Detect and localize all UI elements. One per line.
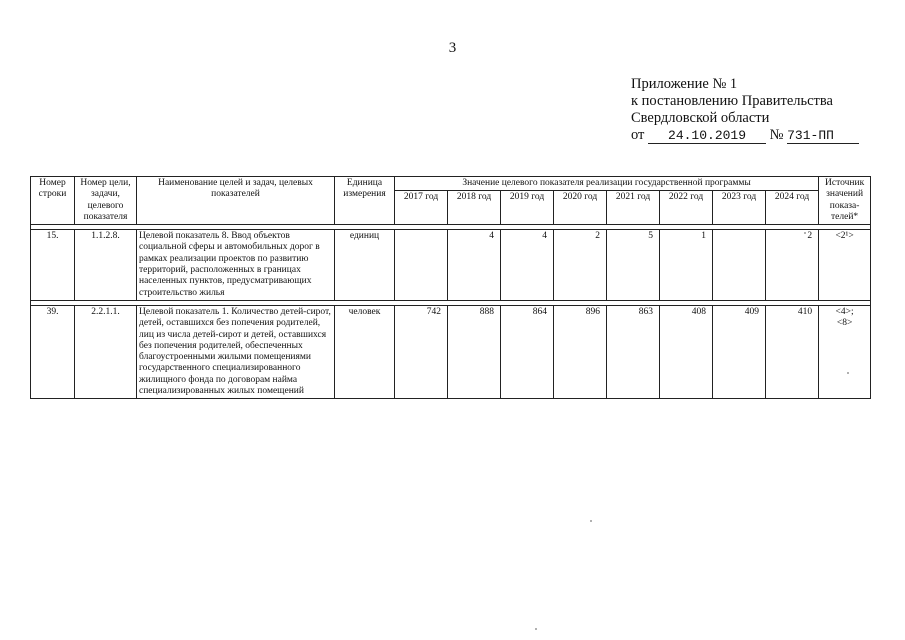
scan-speck (590, 520, 592, 522)
appendix-region: Свердловской области (631, 110, 770, 126)
cell-goal-number: 2.2.1.1. (75, 305, 137, 398)
from-label: от (631, 127, 645, 143)
header-year: 2023 год (713, 191, 766, 225)
cell-value: 742 (395, 305, 448, 398)
appendix-title: Приложение № 1 (631, 76, 738, 92)
cell-value: 863 (607, 305, 660, 398)
table-row (31, 305, 871, 398)
cell-name: Целевой показатель 1. Количество детей-сирот, детей, оставшихся без попечения родителей, лиц из числа детей-сирот и детей, оставшихся без попечения родителей, обеспеченных благоустроенными жилыми помещениями государственного специализированного жилищного фонда по договорам найма специализированных жилых помещений (137, 305, 335, 398)
cell-value: 896 (554, 305, 607, 398)
resolution-number: 731-ПП (787, 129, 859, 144)
header-year: 2020 год (554, 191, 607, 225)
appendix-resolution: к постановлению Правительства (631, 93, 833, 109)
cell-value: 408 (660, 305, 713, 398)
header-year: 2024 год (766, 191, 819, 225)
header-row-number: Номер строки (31, 177, 75, 225)
cell-goal-number: 1.1.2.8. (75, 230, 137, 301)
header-year: 2018 год (448, 191, 501, 225)
cell-value: 1 (660, 230, 713, 301)
cell-value: 5 (607, 230, 660, 301)
header-year: 2017 год (395, 191, 448, 225)
resolution-date: 24.10.2019 (648, 129, 766, 144)
indicators-table (30, 176, 871, 399)
appendix-block (631, 76, 859, 144)
cell-name: Целевой показатель 8. Ввод объектов социальной сферы и автомобильных дорог в рамках реализации проектов по развитию территорий, расположенных в границах населенных пунктов, предусматривающих строительство жилья (137, 230, 335, 301)
number-label: № (769, 127, 784, 143)
scan-speck (804, 232, 806, 234)
header-unit: Единица измерения (335, 177, 395, 225)
cell-value: 2 (554, 230, 607, 301)
header-name: Наименование целей и задач, целевых показателей (137, 177, 335, 225)
cell-row-number: 15. (31, 230, 75, 301)
cell-source: <4>; <8> (819, 305, 871, 398)
cell-value: 2 (766, 230, 819, 301)
table-header-row (31, 177, 871, 191)
cell-source: <2¹> (819, 230, 871, 301)
cell-value: 864 (501, 305, 554, 398)
appendix-date-line (631, 127, 859, 144)
header-values-group: Значение целевого показателя реализации государственной программы (395, 177, 819, 191)
page-number: 3 (448, 40, 457, 56)
cell-value (713, 230, 766, 301)
scan-speck (847, 372, 849, 374)
header-year: 2022 год (660, 191, 713, 225)
cell-unit: человек (335, 305, 395, 398)
cell-unit: единиц (335, 230, 395, 301)
header-goal-number: Номер цели, задачи, целевого показателя (75, 177, 137, 225)
cell-value: 4 (448, 230, 501, 301)
header-source: Источник значений показа-телей* (819, 177, 871, 225)
header-year: 2019 год (501, 191, 554, 225)
header-year: 2021 год (607, 191, 660, 225)
cell-value: 409 (713, 305, 766, 398)
cell-value: 888 (448, 305, 501, 398)
cell-row-number: 39. (31, 305, 75, 398)
table-row (31, 230, 871, 301)
scan-speck (535, 628, 537, 630)
cell-value: 410 (766, 305, 819, 398)
cell-value (395, 230, 448, 301)
cell-value: 4 (501, 230, 554, 301)
